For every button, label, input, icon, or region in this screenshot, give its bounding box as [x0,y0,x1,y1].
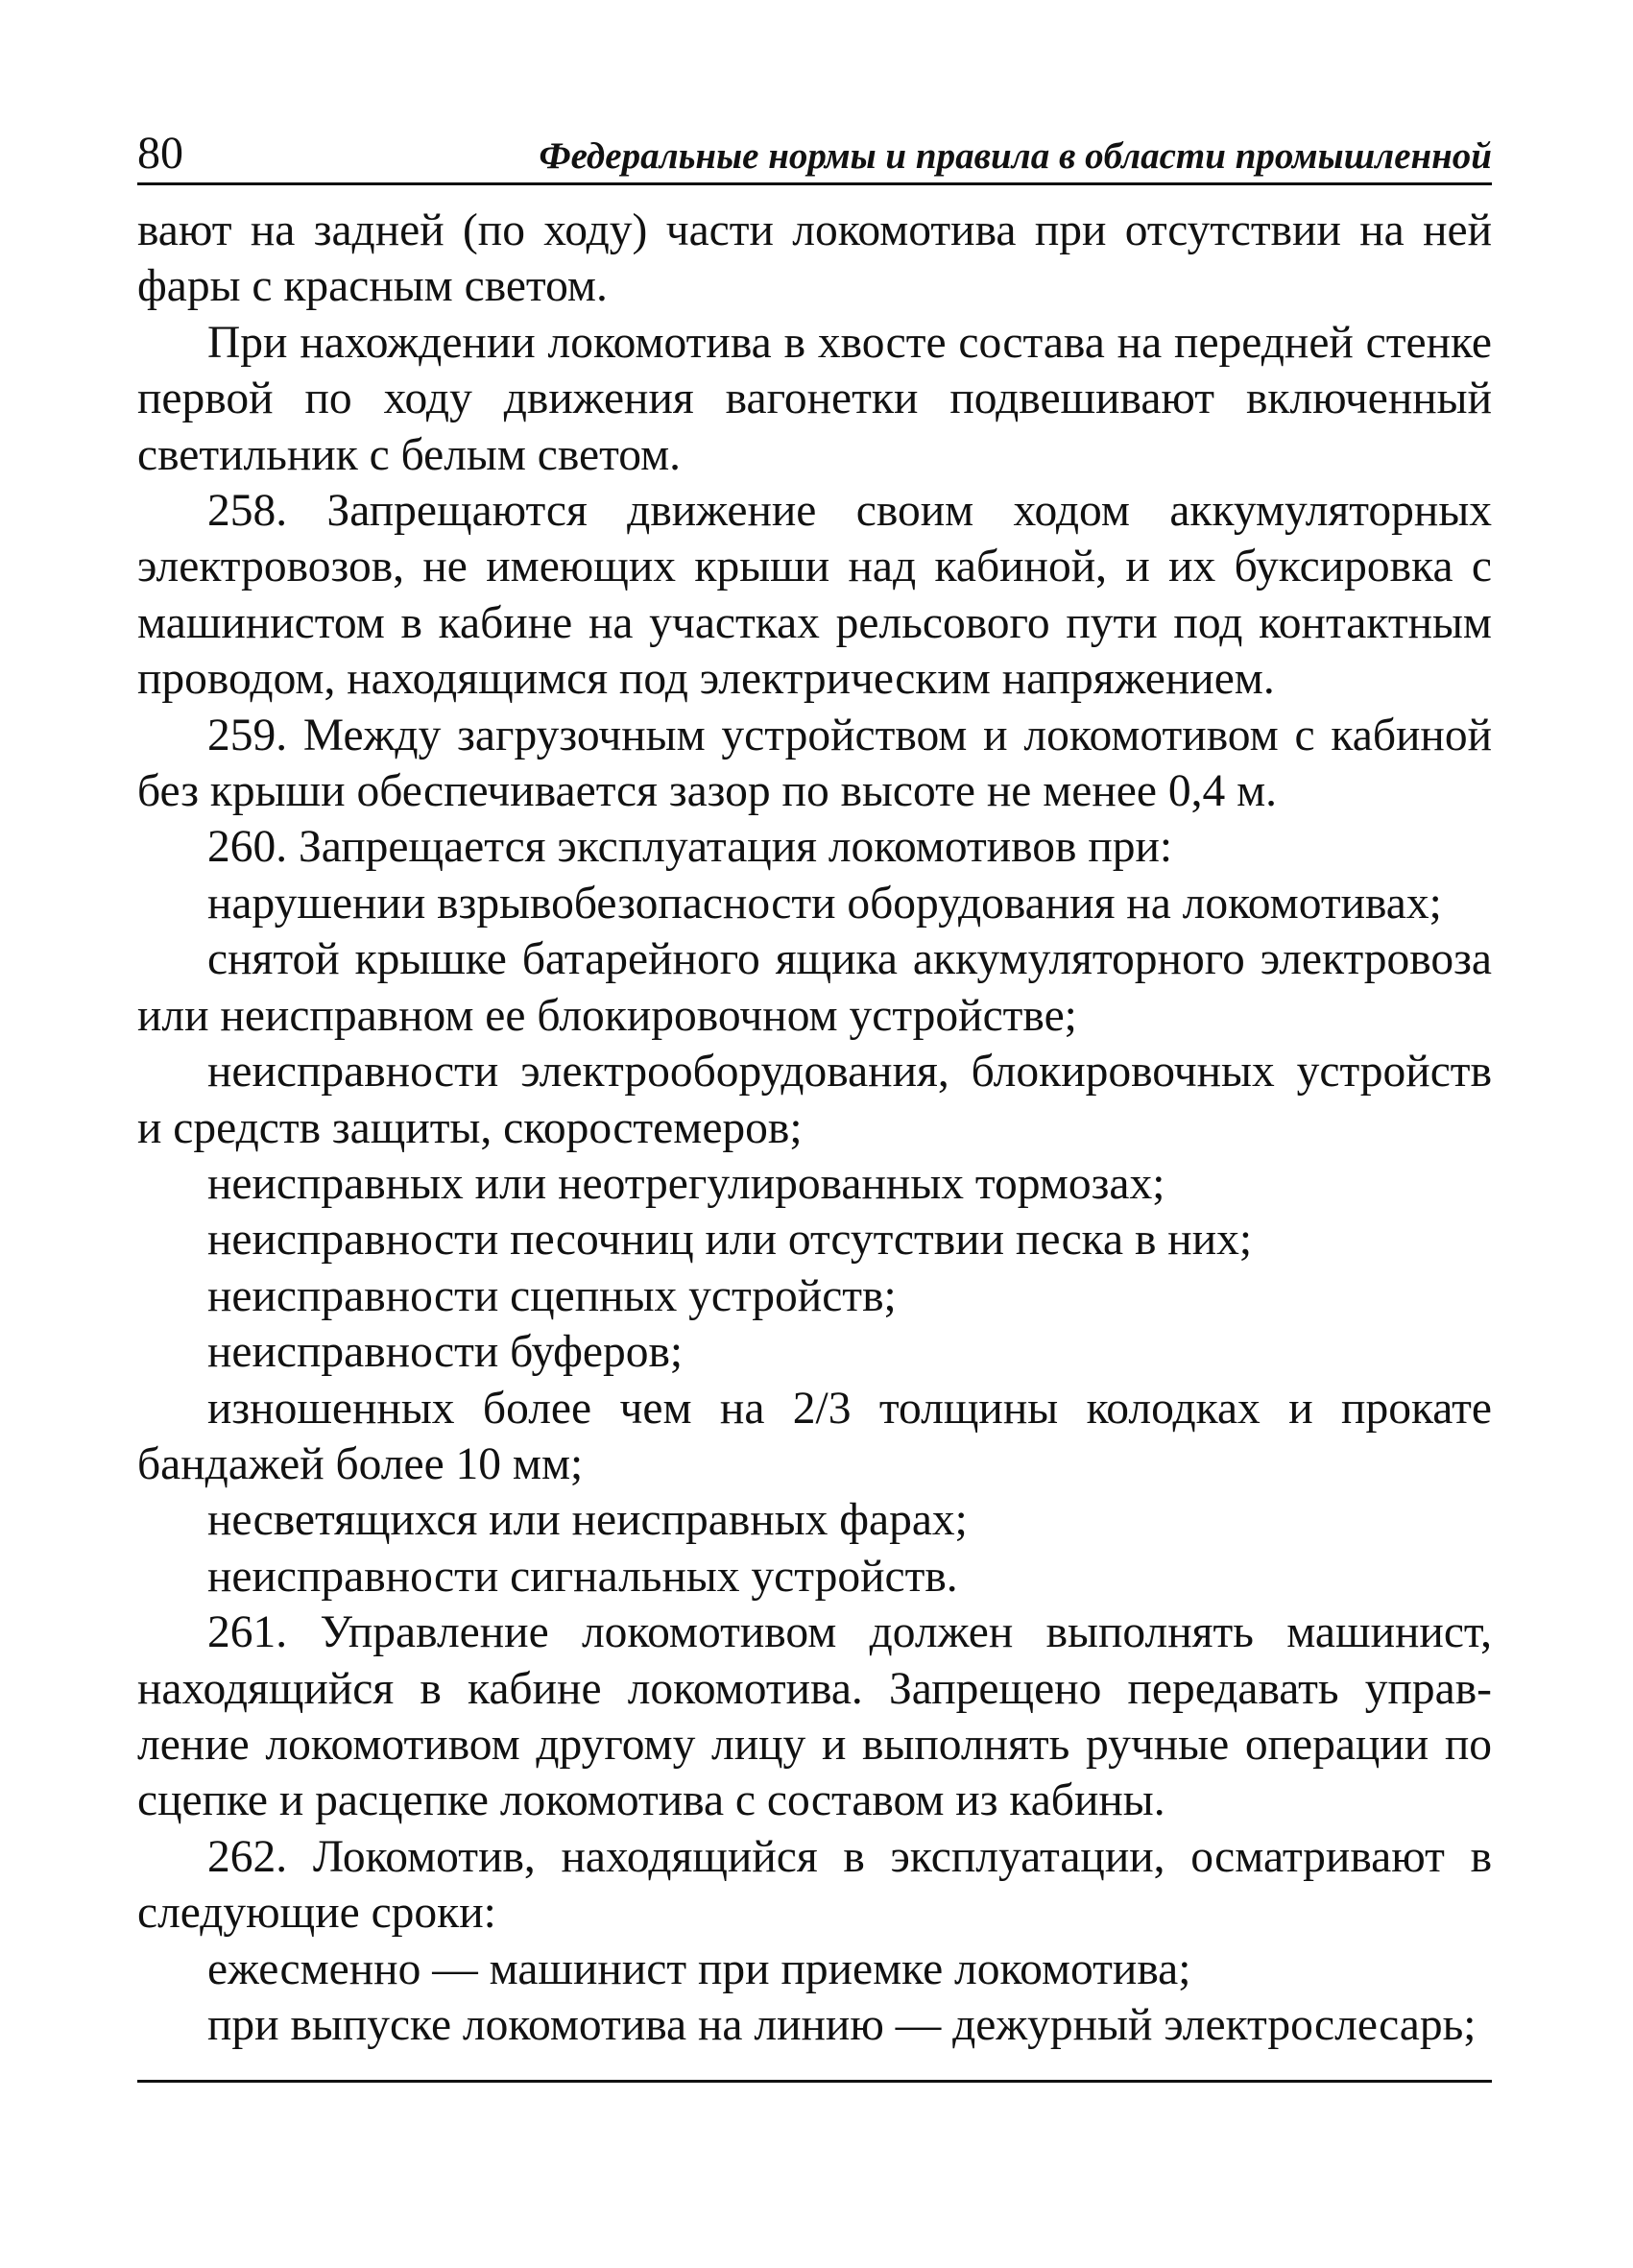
list-item: неисправности сцепных устройств; [207,1270,897,1321]
paragraph-item-261: 261. Управление локомотивом должен выполнять машинист, находящийся в кабине локомотива. Запрещено передавать управление локомотивом другому лицу и выполнять ручные операции по сцепке и расцепке локомотива с составом из кабины. [137,1607,1492,1826]
paragraph: вают на задней (по ходу) части локомотива при отсутствии на ней фары с красным светом. [137,205,1492,312]
list-item: неисправных или неотрегулированных тормозах; [207,1158,1165,1209]
paragraph-item-260: 260. Запрещается эксплуатация локомотивов при: [207,822,1173,873]
list-item: неисправности сигнальных устройств. [207,1551,958,1602]
list-item: несветящихся или неисправных фарах; [207,1495,968,1546]
paragraph-item-258: 258. Запрещаются движение своим ходом аккумуляторных электровозов, не имеющих крыши над кабиной, и их буксировка с машинистом в кабине на участках рельсового пути под контактным проводом, находящимся под электрическим напряжением. [137,486,1492,705]
list-item: неисправности электрооборудования, блокировочных устройств и средств защиты, скоростемеров; [137,1047,1492,1153]
paragraph-item-259: 259. Между загрузочным устройством и локомотивом с кабиной без крыши обеспечивается зазор по высоте не менее 0,4 м. [137,710,1492,817]
running-title: Федеральные нормы и правила в области промышленной [539,135,1492,177]
list-item: нарушении взрывобезопасности оборудования на локомотивах; [207,878,1442,929]
list-item: изношенных более чем на 2/3 толщины колодках и прокате бандажей более 10 мм; [137,1383,1492,1489]
footer-rule [137,2080,1492,2083]
body-text [137,203,1492,2053]
list-item: неисправности буферов; [207,1327,684,1378]
list-item: при выпуске локомотива на линию — дежурный электрослесарь; [207,2000,1477,2050]
paragraph-item-262: 262. Локомотив, находящийся в эксплуатации, осматривают в следующие сроки: [137,1831,1492,1939]
list-item: неисправности песочниц или отсутствии песка в них; [207,1215,1253,1266]
page-number: 80 [137,128,183,179]
page-header [137,123,1492,185]
paragraph: При нахождении локомотива в хвосте состава на передней стенке первой по ходу движения вагонетки подвешивают включенный светильник с белым светом. [137,317,1492,480]
list-item: снятой крышке батарейного ящика аккумуляторного электровоза или неисправном ее блокировочном устройстве; [137,934,1492,1041]
list-item: ежесменно — машинист при приемке локомотива; [207,1943,1191,1994]
